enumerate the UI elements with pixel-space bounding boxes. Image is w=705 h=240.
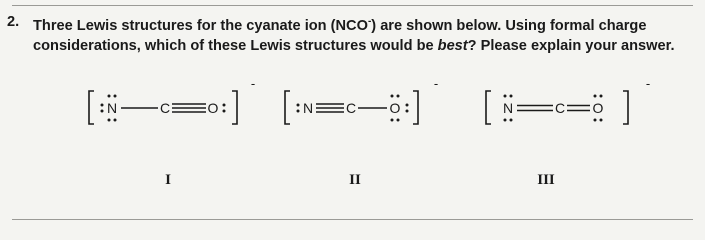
structure-2-atom-n: N [302, 100, 314, 116]
structure-2-atom-c: C [345, 100, 357, 116]
structure-3-label: III [537, 172, 555, 188]
structure-3-charge: - [645, 80, 651, 91]
structure-1-left-bracket [89, 91, 94, 124]
question-text-part3: ? Please explain your answer. [467, 37, 675, 54]
structure-1-right-bracket [232, 91, 237, 124]
structure-2-n-lone-pairs [297, 104, 300, 113]
structure-3-atom-o: O [592, 100, 604, 116]
structure-3-atom-c: C [554, 100, 566, 116]
structure-1-charge: - [250, 80, 256, 91]
question-text [33, 12, 697, 56]
structure-1-atom-o: O [207, 100, 219, 116]
ion-charge: - [367, 16, 372, 27]
structure-2-charge: - [433, 80, 439, 91]
structure-1-o-lone-pairs [223, 104, 226, 113]
top-divider [12, 5, 693, 6]
structure-2-bond-nc [316, 104, 344, 112]
question-block [7, 12, 697, 56]
bottom-divider [12, 219, 693, 220]
structure-2-atom-o: O [389, 100, 401, 116]
structure-1-label: I [165, 172, 171, 188]
structure-2-right-bracket [413, 91, 418, 124]
structure-3-bond-nc [517, 106, 553, 111]
question-text-part1: Three Lewis structures for the cyanate ion (NCO [33, 17, 368, 34]
structure-3 [486, 80, 650, 124]
lewis-structures [0, 80, 705, 140]
structure-3-right-bracket [623, 91, 628, 124]
structure-1-bond-co [172, 104, 206, 112]
structure-3-atom-n: N [502, 100, 514, 116]
structure-2-left-bracket [285, 91, 290, 124]
question-number: 2. [7, 14, 20, 30]
structure-3-bond-co [567, 106, 590, 111]
question-emphasis: best [437, 37, 468, 54]
structure-1 [89, 80, 255, 124]
structure-1-atom-c: C [159, 100, 171, 116]
question-text-part2: ) are shown below. Using formal charge considerations, which of these Lewis structures would be [33, 17, 647, 54]
structure-1-atom-n: N [106, 100, 118, 116]
structure-2 [285, 80, 438, 124]
structure-3-left-bracket [486, 91, 491, 124]
structure-2-label: II [349, 172, 361, 188]
